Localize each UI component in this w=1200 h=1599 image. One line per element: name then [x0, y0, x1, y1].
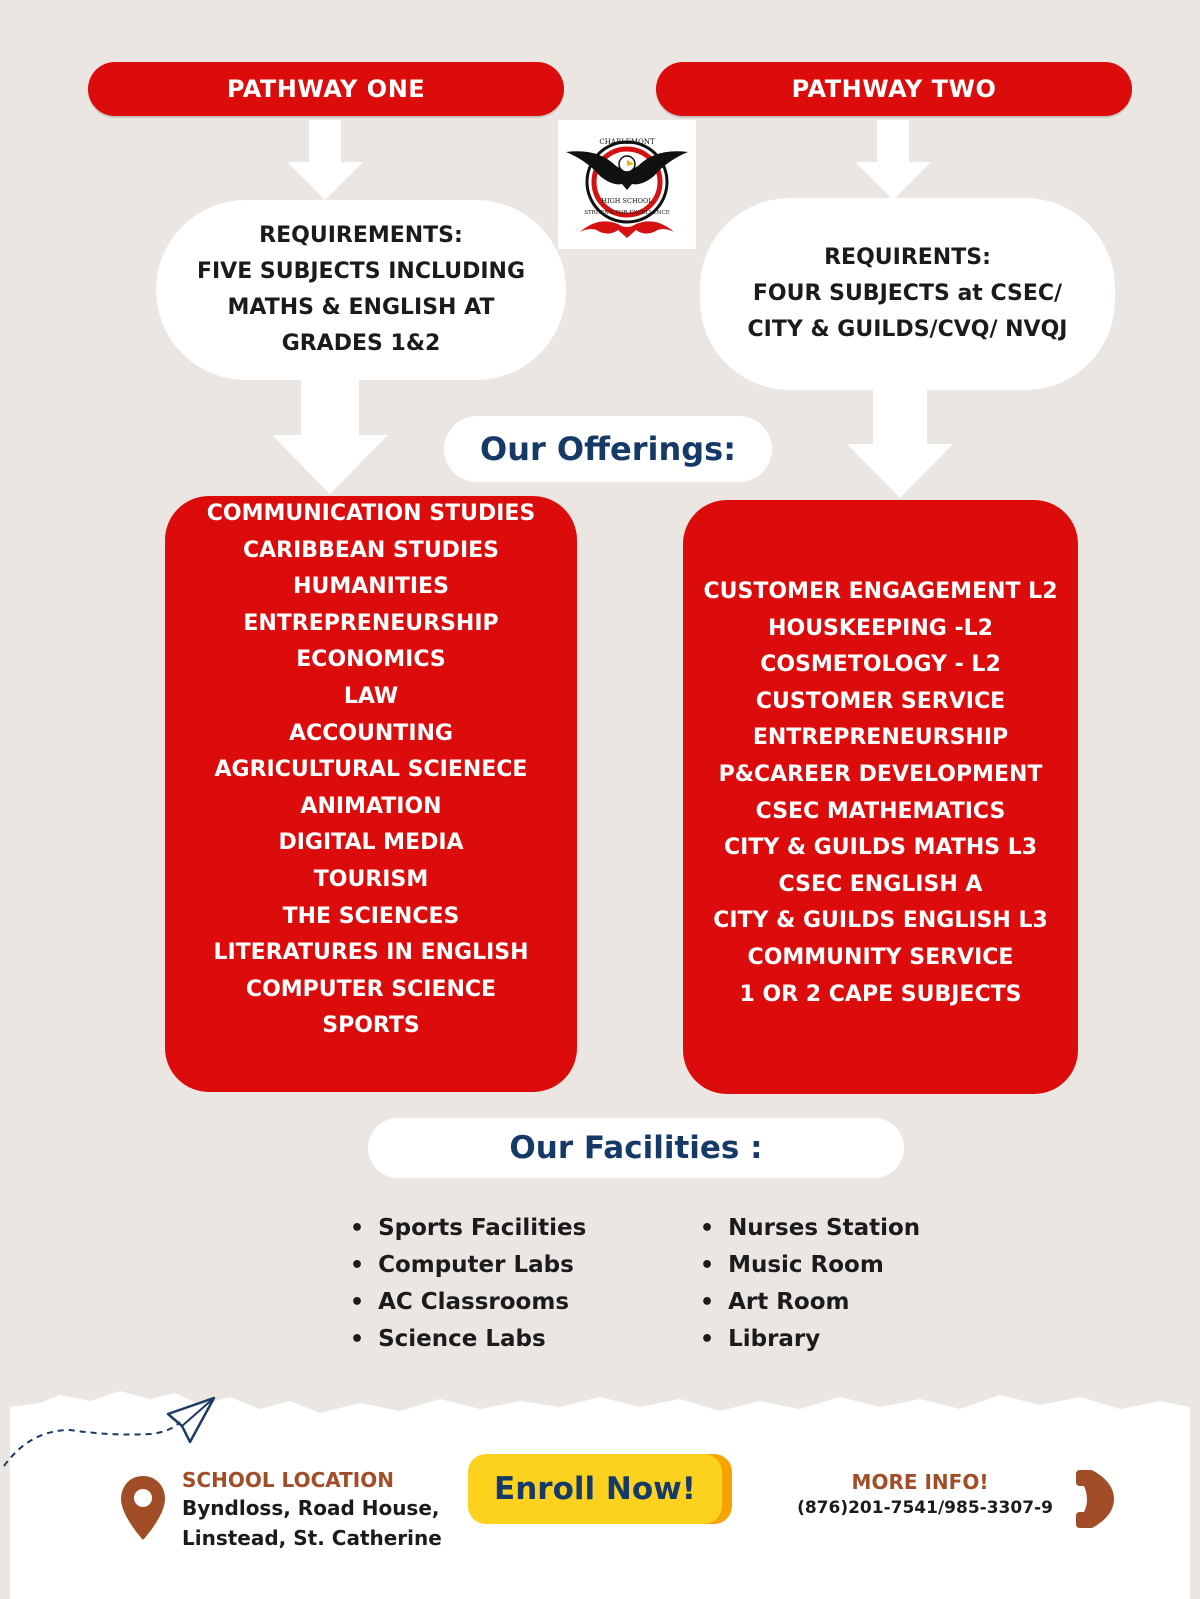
facility-item: • AC Classrooms — [350, 1284, 586, 1321]
facility-item: • Sports Facilities — [350, 1210, 586, 1247]
facility-item: • Computer Labs — [350, 1247, 586, 1284]
offering-item: 1 OR 2 CAPE SUBJECTS — [739, 981, 1022, 1007]
school-logo — [558, 120, 696, 249]
offering-item: THE SCIENCES — [282, 903, 460, 929]
offering-item: DIGITAL MEDIA — [278, 830, 464, 856]
school-location-label: SCHOOL LOCATION — [182, 1468, 394, 1492]
offering-item: CSEC MATHEMATICS — [755, 798, 1006, 824]
pathway-one-offerings — [165, 496, 577, 1092]
offering-item: LITERATURES IN ENGLISH — [213, 940, 529, 966]
facilities-list-left — [350, 1210, 586, 1358]
address-line: Byndloss, Road House, — [182, 1496, 440, 1520]
offering-item: COMMUNITY SERVICE — [747, 944, 1014, 970]
requirement-line: GRADES 1&2 — [281, 331, 441, 356]
arrow-down-icon — [845, 388, 955, 498]
more-info-label: MORE INFO! — [851, 1470, 989, 1494]
facilities-heading: Our Facilities : — [368, 1118, 904, 1178]
offering-item: ENTREPRENEURSHIP — [243, 610, 499, 636]
offering-item: COMMUNICATION STUDIES — [206, 501, 536, 526]
pathway-two-requirements — [700, 198, 1115, 390]
requirement-line: FOUR SUBJECTS at CSEC/ — [752, 281, 1063, 306]
phone-number[interactable]: (876)201-7541/985-3307-9 — [797, 1498, 1053, 1518]
requirement-line: REQUIRENTS: — [824, 245, 991, 270]
pathway-one-header: PATHWAY ONE — [88, 62, 564, 116]
address-line: Linstead, St. Catherine — [182, 1526, 442, 1550]
facility-item: • Nurses Station — [700, 1210, 920, 1247]
offering-item: CITY & GUILDS ENGLISH L3 — [713, 908, 1048, 934]
arrow-down-icon — [270, 378, 390, 494]
offering-item: HUMANITIES — [293, 574, 449, 600]
facility-item: • Science Labs — [350, 1321, 586, 1358]
facility-item: • Art Room — [700, 1284, 920, 1321]
offering-item: ENTREPRENEURSHIP — [752, 725, 1009, 751]
arrow-down-icon — [285, 120, 365, 200]
facility-item: • Music Room — [700, 1247, 920, 1284]
eagle-crest-icon — [558, 120, 696, 249]
arrow-down-icon — [853, 120, 933, 200]
offering-item: HOUSKEEPING -L2 — [768, 615, 993, 641]
offering-item: CARIBBEAN STUDIES — [243, 537, 499, 563]
offering-item: TOURISM — [313, 866, 429, 892]
enroll-now-button[interactable]: Enroll Now! — [468, 1454, 722, 1524]
paper-plane-icon — [0, 1390, 230, 1470]
pathway-two-offerings — [683, 500, 1078, 1094]
offering-item: CSEC ENGLISH A — [778, 871, 983, 897]
facility-item: • Library — [700, 1321, 920, 1358]
offering-item: P&CAREER DEVELOPMENT — [718, 761, 1043, 787]
offering-item: LAW — [343, 683, 399, 709]
pathway-two-header: PATHWAY TWO — [656, 62, 1132, 116]
location-pin-icon — [118, 1474, 168, 1544]
logo-bottom-text: HIGH SCHOOL — [601, 197, 653, 205]
requirement-line: CITY & GUILDS/CVQ/ NVQJ — [747, 317, 1068, 342]
offering-item: ACCOUNTING — [289, 720, 453, 746]
requirement-line: FIVE SUBJECTS INCLUDING — [196, 259, 526, 284]
phone-icon — [1068, 1466, 1120, 1532]
offering-item: CUSTOMER ENGAGEMENT L2 — [703, 579, 1058, 604]
requirement-line: REQUIREMENTS: — [259, 223, 463, 248]
offering-item: CUSTOMER SERVICE — [755, 688, 1006, 714]
pathway-one-requirements — [156, 200, 566, 380]
logo-top-text: CHARLEMONT — [599, 138, 655, 146]
facilities-list-right — [700, 1210, 920, 1358]
logo-motto: STRIVING FOR EXCELLENCE — [584, 210, 670, 216]
offering-item: AGRICULTURAL SCIENECE — [214, 757, 528, 783]
offering-item: COMPUTER SCIENCE — [245, 976, 497, 1002]
offering-item: CITY & GUILDS MATHS L3 — [723, 835, 1038, 861]
offering-item: COSMETOLOGY - L2 — [760, 652, 1001, 678]
offering-item: SPORTS — [322, 1013, 420, 1039]
offerings-heading: Our Offerings: — [444, 416, 772, 482]
offering-item: ANIMATION — [300, 793, 442, 819]
offering-item: ECONOMICS — [296, 647, 446, 673]
requirement-line: MATHS & ENGLISH AT — [227, 295, 495, 320]
